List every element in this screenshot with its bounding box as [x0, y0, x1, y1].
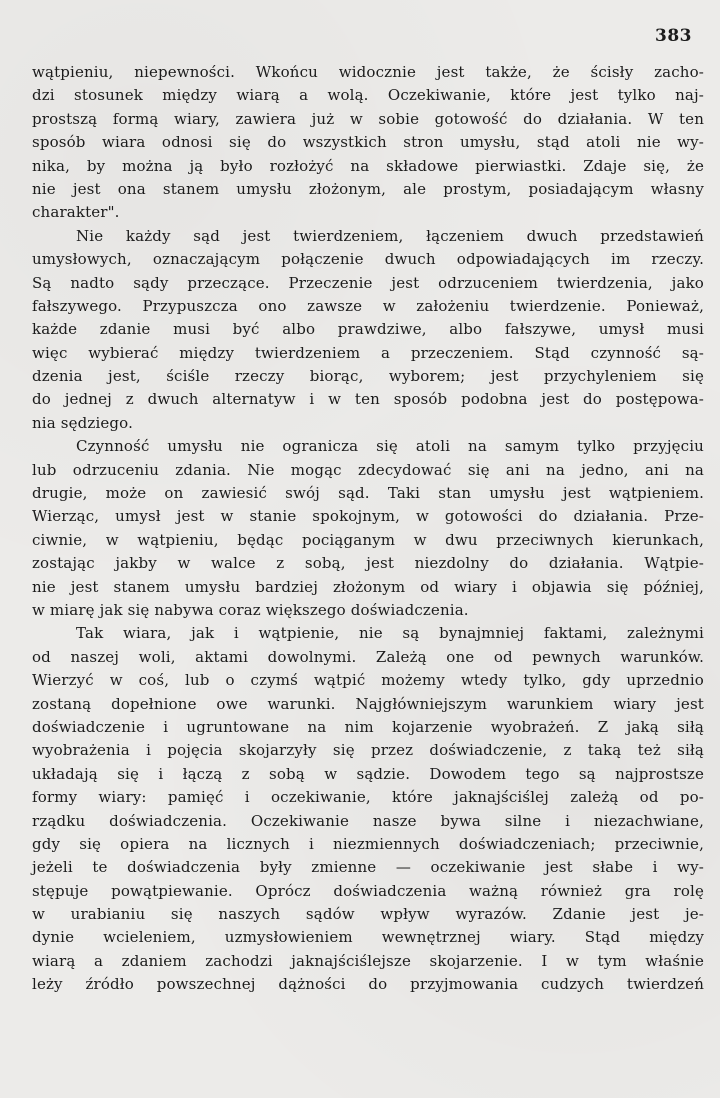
text-line: wiarą a zdaniem zachodzi jaknajściślejsze skojarzenie. I w tym właśnie [32, 951, 704, 970]
text-line: nie jest stanem umysłu bardziej złożonym od wiary i objawia się później, [32, 577, 704, 596]
text-line: zostając jakby w walce z sobą, jest niezdolny do działania. Wątpie- [32, 554, 704, 573]
page-number: 383 [655, 26, 692, 46]
text-line: fałszywego. Przypuszcza ono zawsze w założeniu twierdzenie. Ponieważ, [32, 296, 704, 315]
text-line: więc wybierać między twierdzeniem a przeczeniem. Stąd czynność są- [32, 343, 704, 362]
text-line: w urabianiu się naszych sądów wpływ wyrazów. Zdanie jest je- [32, 905, 704, 924]
text-line: wyobrażenia i pojęcia skojarzyły się przez doświadczenie, z taką też siłą [32, 741, 704, 760]
text-line: dzenia jest, ściśle rzeczy biorąc, wyborem; jest przychyleniem się [32, 367, 704, 386]
text-line: dynie wcieleniem, uzmysłowieniem wewnętrznej wiary. Stąd między [32, 928, 704, 947]
text-line: sposób wiara odnosi się do wszystkich stron umysłu, stąd atoli nie wy- [32, 133, 704, 152]
text-line: nika, by można ją było rozłożyć na składowe pierwiastki. Zdaje się, że [32, 156, 704, 175]
text-line: nia sędziego. [32, 413, 134, 432]
text-line: jeżeli te doświadczenia były zmienne — oczekiwanie jest słabe i wy- [32, 858, 704, 877]
text-line: od naszej woli, aktami dowolnymi. Zależą one od pewnych warunków. [32, 647, 704, 666]
text-line: drugie, może on zawiesić swój sąd. Taki stan umysłu jest wątpieniem. [32, 484, 704, 503]
text-line: każde zdanie musi być albo prawdziwe, albo fałszywe, umysł musi [32, 320, 704, 339]
text-line: prostszą formą wiary, zawiera już w sobie gotowość do działania. W ten [32, 109, 704, 128]
text-line: stępuje powątpiewanie. Oprócz doświadczenia ważną również gra rolę [32, 881, 704, 900]
text-line: Czynność umysłu nie ogranicza się atoli na samym tylko przyjęciu [76, 437, 704, 456]
text-line: leży źródło powszechnej dążności do przyjmowania cudzych twierdzeń [32, 975, 704, 994]
text-line: dzi stosunek między wiarą a wolą. Oczekiwanie, które jest tylko naj- [32, 86, 704, 105]
text-line: wątpieniu, niepewności. Wkońcu widocznie jest także, że ścisły zacho- [32, 63, 704, 81]
text-line: Wierząc, umysł jest w stanie spokojnym, w gotowości do działania. Prze- [32, 507, 704, 526]
text-line: nie jest ona stanem umysłu złożonym, ale prostym, posiadającym własny [32, 179, 704, 198]
text-line: układają się i łączą z sobą w sądzie. Dowodem tego są najprostsze [32, 764, 704, 783]
text-line: zostaną dopełnione owe warunki. Najgłówniejszym warunkiem wiary jest [32, 694, 704, 713]
text-line: doświadczenie i ugruntowane na nim kojarzenie wyobrażeń. Z jaką siłą [32, 717, 704, 736]
text-line: charakter". [32, 203, 120, 222]
text-line: gdy się opiera na licznych i niezmiennych doświadczeniach; przeciwnie, [32, 834, 704, 853]
text-line: umysłowych, oznaczającym połączenie dwuch odpowiadających im rzeczy. [32, 250, 704, 269]
text-line: Wierzyć w coś, lub o czymś wątpić możemy wtedy tylko, gdy uprzednio [32, 671, 704, 690]
body-text [32, 61, 704, 997]
text-line: do jednej z dwuch alternatyw i w ten sposób podobna jest do postępowa- [32, 390, 704, 409]
text-line: Są nadto sądy przeczące. Przeczenie jest odrzuceniem twierdzenia, jako [32, 273, 704, 292]
paragraph-1 [32, 61, 704, 225]
text-line: lub odrzuceniu zdania. Nie mogąc zdecydować się ani na jedno, ani na [32, 460, 704, 479]
paragraph-4 [32, 622, 704, 996]
text-line: Tak wiara, jak i wątpienie, nie są bynajmniej faktami, zależnymi [76, 624, 704, 643]
text-line: Nie każdy sąd jest twierdzeniem, łączeniem dwuch przedstawień [76, 226, 704, 245]
text-line: w miarę jak się nabywa coraz większego doświadczenia. [32, 600, 469, 619]
text-line: formy wiary: pamięć i oczekiwanie, które jaknajściślej zależą od po- [32, 788, 704, 807]
text-line: rządku doświadczenia. Oczekiwanie nasze bywa silne i niezachwiane, [32, 811, 704, 830]
paragraph-2 [32, 225, 704, 436]
paragraph-3 [32, 435, 704, 622]
text-line: ciwnie, w wątpieniu, będąc pociąganym w dwu przeciwnych kierunkach, [32, 530, 704, 549]
